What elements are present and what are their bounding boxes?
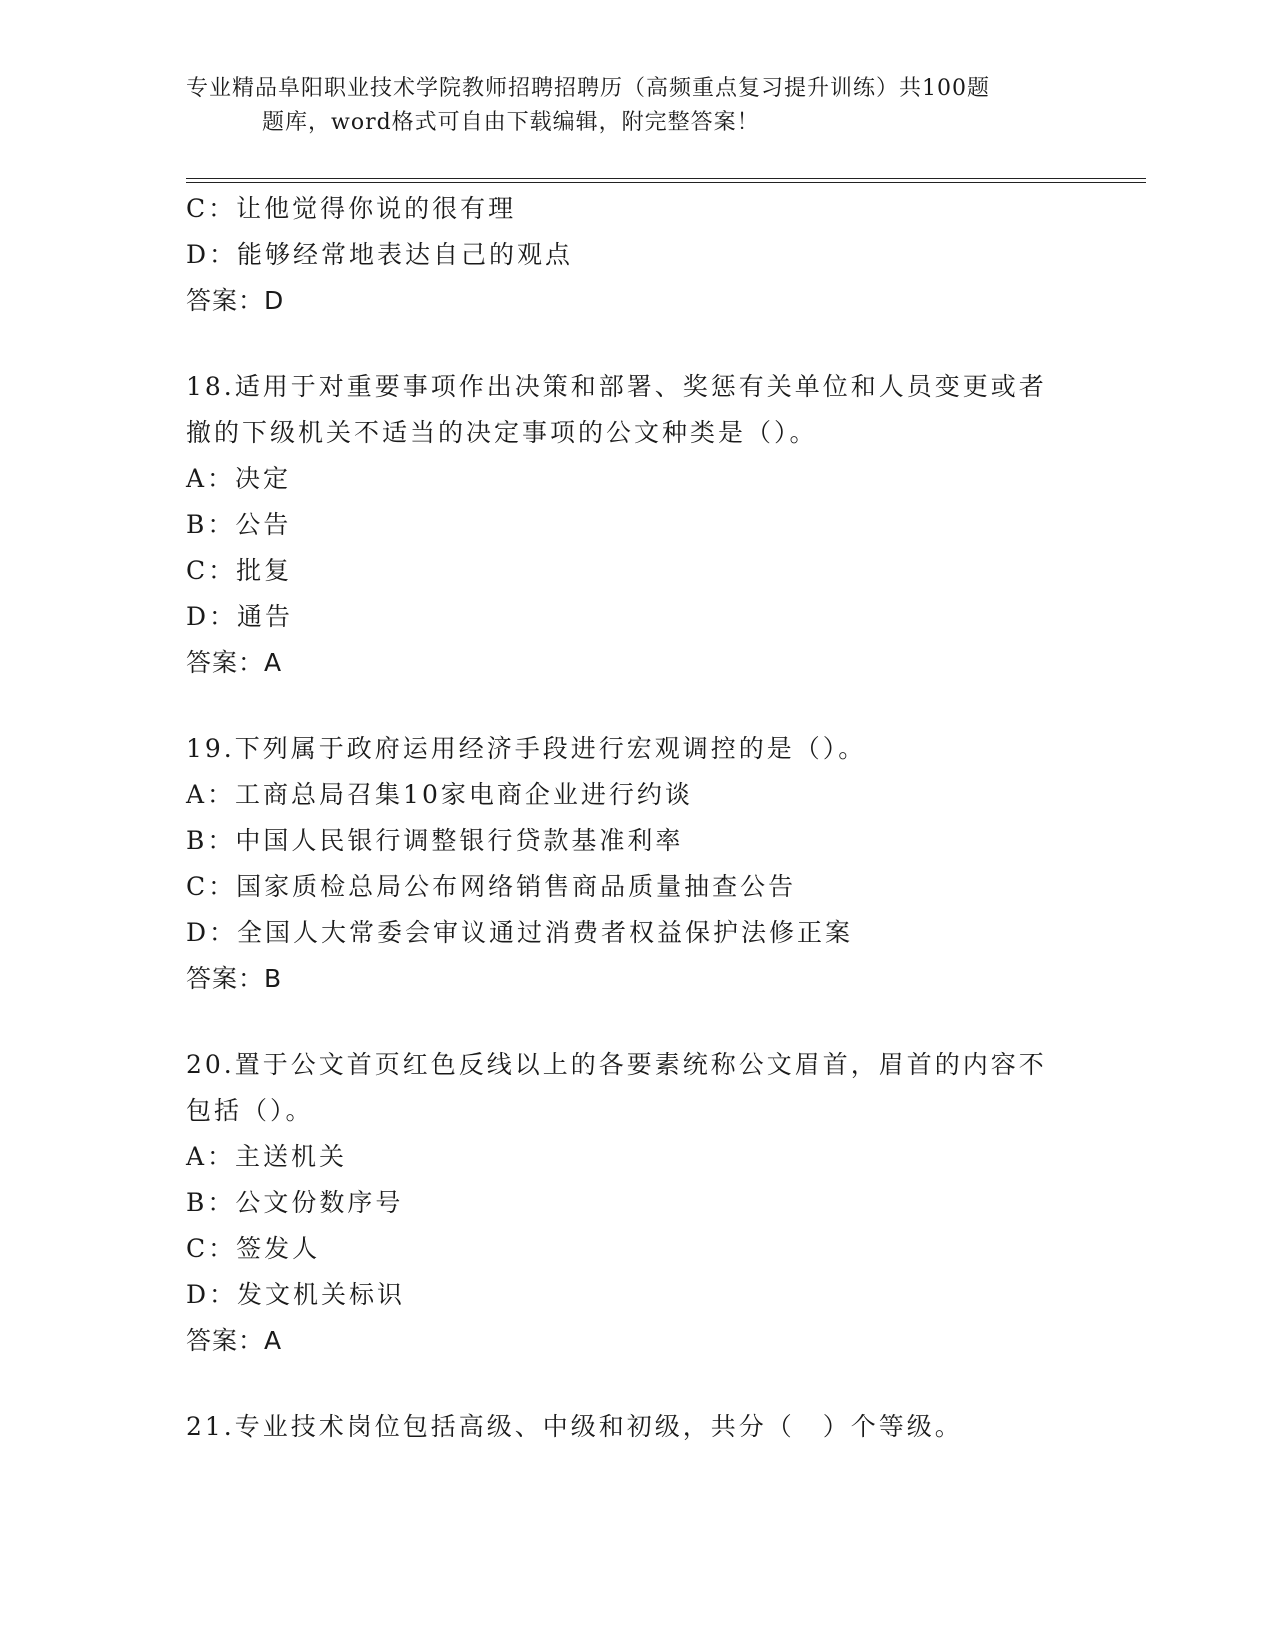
option-d: D：全国人大常委会审议通过消费者权益保护法修正案 — [186, 918, 854, 947]
option-c: C：让他觉得你说的很有理 — [186, 194, 517, 223]
question-19 — [186, 726, 1086, 1002]
question-stem-line: 18.适用于对重要事项作出决策和部署、奖惩有关单位和人员变更或者 — [186, 372, 1047, 401]
question-content — [186, 186, 1086, 1450]
header-divider-top — [186, 178, 1146, 179]
question-stem-line: 19.下列属于政府运用经济手段进行宏观调控的是（）。 — [186, 734, 867, 763]
option-d: D：发文机关标识 — [186, 1280, 406, 1309]
header-divider-bottom — [186, 182, 1146, 183]
option-c: C：批复 — [186, 556, 293, 585]
option-a: A：主送机关 — [186, 1142, 348, 1171]
question-stem-line: 撤的下级机关不适当的决定事项的公文种类是（）。 — [186, 418, 818, 447]
question-20 — [186, 1042, 1086, 1364]
option-a: A：决定 — [186, 464, 292, 493]
question-17-continued — [186, 186, 1086, 324]
option-b: B：中国人民银行调整银行贷款基准利率 — [186, 826, 684, 855]
option-d: D：能够经常地表达自己的观点 — [186, 240, 574, 269]
option-b: B：公告 — [186, 510, 292, 539]
answer-label: 答案：D — [186, 286, 285, 315]
option-b: B：公文份数序号 — [186, 1188, 404, 1217]
answer-label: 答案：A — [186, 648, 283, 677]
answer-label: 答案：A — [186, 1326, 283, 1355]
option-d: D：通告 — [186, 602, 294, 631]
answer-label: 答案：B — [186, 964, 283, 993]
header-title-line-2: 题库，word格式可自由下载编辑，附完整答案！ — [262, 110, 760, 135]
document-header — [186, 72, 1066, 140]
option-c: C：国家质检总局公布网络销售商品质量抽查公告 — [186, 872, 797, 901]
option-a: A：工商总局召集10家电商企业进行约谈 — [186, 780, 693, 809]
question-stem-line: 20.置于公文首页红色反线以上的各要素统称公文眉首，眉首的内容不 — [186, 1050, 1047, 1079]
header-title-line-1: 专业精品阜阳职业技术学院教师招聘招聘历（高频重点复习提升训练）共100题 — [186, 76, 990, 101]
question-18 — [186, 364, 1086, 686]
option-c: C：签发人 — [186, 1234, 321, 1263]
question-stem-line: 包括（）。 — [186, 1096, 314, 1125]
question-21 — [186, 1404, 1086, 1450]
question-stem-line: 21.专业技术岗位包括高级、中级和初级，共分（ ）个等级。 — [186, 1412, 963, 1441]
